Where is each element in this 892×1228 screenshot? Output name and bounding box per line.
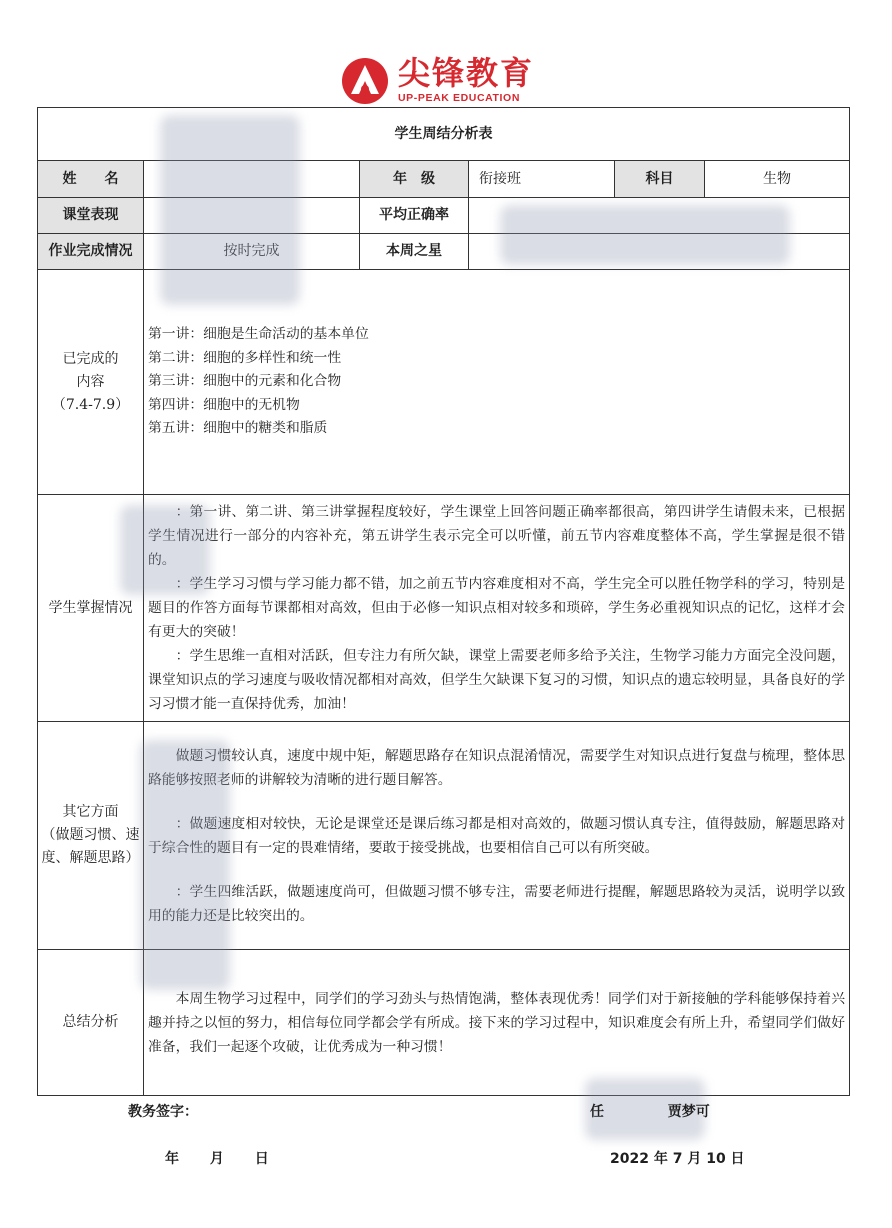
list-item: 第四讲：细胞中的无机物 — [148, 396, 300, 413]
date-right: 2022 年 7 月 10 日 — [610, 1151, 745, 1167]
mastery-label: 学生掌握情况 — [38, 495, 144, 722]
subject-label: 科目 — [615, 161, 705, 198]
other-label-line1: 其它方面 — [62, 804, 119, 820]
other-aspects-content — [144, 722, 850, 950]
logo-name-cn: 尖锋教育 — [398, 54, 535, 92]
date-left — [165, 1148, 295, 1168]
completed-label-line2: 内容 — [76, 373, 105, 390]
completed-label-line1: 已完成的 — [62, 350, 119, 367]
redaction-blur — [120, 505, 210, 595]
other-paragraph: 做题习惯较认真，速度中规中矩，解题思路存在知识点混淆情况，需要学生对知识点进行复盘与梳理，整体思路能够按照老师的讲解较为清晰的进行题目解答。 — [148, 747, 845, 788]
date-year: 年 — [165, 1151, 179, 1167]
summary-label: 总结分析 — [38, 950, 144, 1096]
other-paragraph: ：学生四维活跃，做题速度尚可，但做题习惯不够专注，需要老师进行提醒，解题思路较为灵活，说明学以致用的能力还是比较突出的。 — [148, 883, 845, 924]
star-label: 本周之星 — [360, 234, 469, 270]
summary-content — [144, 950, 850, 1096]
other-label-line2: （做题习惯、速 — [41, 827, 140, 843]
name-label: 姓 名 — [38, 161, 144, 198]
mastery-paragraph: ：学生思维一直相对活跃，但专注力有所欠缺，课堂上需要老师多给予关注，生物学习能力方面完全没问题，课堂知识点的学习速度与吸收情况都相对高效，但学生欠缺课下复习的习惯，知识点的遗忘较明显，具备良好的学习习惯才能一直保持优秀，加油！ — [148, 648, 845, 712]
other-paragraph: ：做题速度相对较快，无论是课堂还是课后练习都是相对高效的，做题习惯认真专注，值得鼓励，解题思路对于综合性的题目有一定的畏难情绪，要敢于接受挑战，也要相信自己可以有所突破。 — [148, 815, 845, 856]
completed-content-label — [38, 270, 144, 495]
list-item: 第三讲：细胞中的元素和化合物 — [148, 373, 342, 390]
accuracy-label: 平均正确率 — [360, 198, 469, 234]
other-aspects-label — [38, 722, 144, 950]
academic-sign-label: 教务签字： — [128, 1104, 198, 1120]
peak-logo-icon — [340, 56, 390, 106]
homework-value: 按时完成 — [144, 234, 360, 270]
redaction-blur — [140, 740, 230, 990]
list-item: 第一讲：细胞是生命活动的基本单位 — [148, 326, 369, 343]
logo-name-en: UP-PEAK EDUCATION — [398, 92, 521, 104]
summary-paragraph: 本周生物学习过程中，同学们的学习劲头与热情饱满，整体表现优秀！同学们对于新接触的学科能够保持着兴趣并持之以恒的努力，相信每位同学都会学有所成。接下来的学习过程中，知识难度会有所上升，希望同学们做好准备，我们一起逐个攻破，让优秀成为一种习惯！ — [148, 990, 845, 1055]
teacher-sign — [590, 1101, 710, 1121]
mastery-paragraph: ：第一讲、第二讲、第三讲掌握程度较好，学生课堂上回答问题正确率都很高，第四讲学生请假未来，已根据学生情况进行一部分的内容补充，第五讲学生表示完全可以听懂，前五节内容难度整体不高，学生掌握是很不错的。 — [148, 504, 845, 568]
completed-label-line3: （7.4-7.9） — [51, 396, 130, 413]
form-title: 学生周结分析表 — [38, 108, 850, 161]
mastery-paragraph: ：学生学习习惯与学习能力都不错，加之前五节内容难度相对不高，学生完全可以胜任物学科的学习，特别是题目的作答方面每节课都相对高效，但由于必修一知识点相对较多和琐碎，学生务必重视知识点的记忆，这样才会有更大的突破！ — [148, 576, 845, 640]
date-month: 月 — [209, 1151, 224, 1167]
list-item: 第二讲：细胞的多样性和统一性 — [148, 349, 342, 366]
redaction-blur — [500, 205, 790, 265]
teacher-sign-label: 任 — [590, 1104, 604, 1120]
performance-label: 课堂表现 — [38, 198, 144, 234]
teacher-name: 贾梦可 — [667, 1104, 710, 1120]
grade-label: 年 级 — [360, 161, 469, 198]
homework-label: 作业完成情况 — [38, 234, 144, 270]
redaction-blur — [160, 115, 300, 305]
brand-logo — [340, 52, 550, 110]
date-day: 日 — [254, 1151, 269, 1167]
subject-value: 生物 — [705, 161, 850, 198]
grade-value: 衔接班 — [469, 161, 615, 198]
list-item: 第五讲：细胞中的糖类和脂质 — [148, 420, 328, 437]
other-label-line3: 度、解题思路） — [41, 850, 140, 866]
mastery-content — [144, 495, 850, 722]
